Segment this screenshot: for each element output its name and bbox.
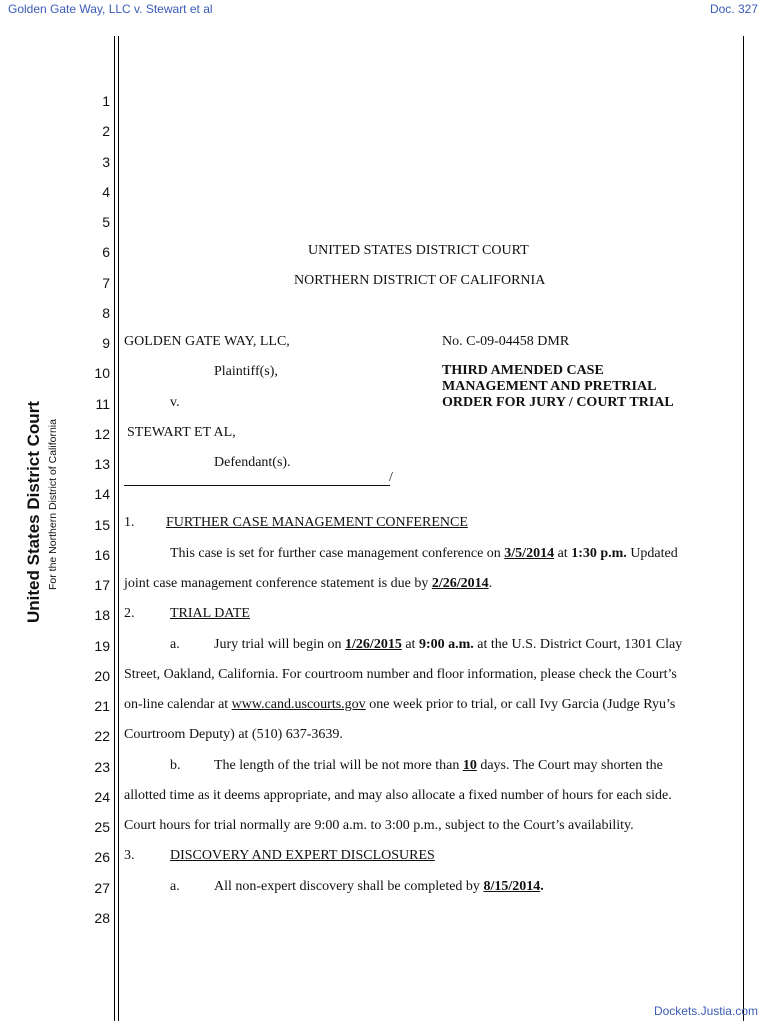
doc-number: Doc. 327 <box>709 2 758 16</box>
document-title <box>442 363 674 411</box>
text: at <box>401 637 419 652</box>
court-sidebar-title: United States District Court <box>24 401 43 623</box>
line-number: 2 <box>102 123 110 140</box>
trial-date: 1/26/2015 <box>345 637 402 652</box>
line-number: 14 <box>94 486 110 503</box>
text: . <box>540 879 544 894</box>
length-line-3: Court hours for trial normally are 9:00 a.m. to 3:00 p.m., subject to the Court’s availability. <box>124 818 634 833</box>
cmc-date: 3/5/2014 <box>504 546 555 561</box>
line-number: 16 <box>94 546 110 563</box>
text: at <box>554 546 572 561</box>
court-sidebar-subtitle: For the Northern District of California <box>47 419 59 590</box>
trial-days: 10 <box>462 758 477 773</box>
line-number: 1 <box>102 93 110 109</box>
line-number: 21 <box>94 698 110 714</box>
left-margin-rule <box>114 36 115 1021</box>
line-number: 17 <box>94 577 110 593</box>
court-district: NORTHERN DISTRICT OF CALIFORNIA <box>294 273 546 288</box>
section-2-heading: TRIAL DATE <box>170 606 250 621</box>
section-2-number: 2. <box>124 606 135 621</box>
item-a-label: a. <box>170 637 180 652</box>
defendant-name: STEWART ET AL, <box>127 425 236 440</box>
line-number: 3 <box>102 153 110 170</box>
line-number: 11 <box>95 395 110 412</box>
title-line-2: MANAGEMENT AND PRETRIAL <box>442 379 657 394</box>
trial-line-3 <box>124 697 675 713</box>
section-3-number: 3. <box>124 848 135 863</box>
length-line-2: allotted time as it deems appropriate, and may also allocate a fixed number of hours for each side. <box>124 788 672 803</box>
line-number: 18 <box>94 607 110 624</box>
text: Updated <box>626 546 678 561</box>
text: days. The Court may shorten the <box>476 758 663 773</box>
line-number: 19 <box>94 637 110 654</box>
text: at the U.S. District Court, 1301 Clay <box>473 637 683 652</box>
line-number: 8 <box>102 304 110 321</box>
court-calendar-link[interactable]: www.cand.uscourts.gov <box>231 697 366 712</box>
trial-line-2: Street, Oakland, California. For courtroom number and floor information, please check the Court’s <box>124 667 677 682</box>
line-number: 25 <box>94 819 110 835</box>
line-number: 10 <box>94 365 110 382</box>
text: . <box>488 576 493 591</box>
text: The length of the trial will be not more than <box>214 758 463 773</box>
line-number: 24 <box>94 788 110 805</box>
plaintiff-name: GOLDEN GATE WAY, LLC, <box>124 334 290 349</box>
title-line-1: THIRD AMENDED CASE <box>442 363 604 378</box>
trial-time: 9:00 a.m. <box>418 637 474 652</box>
section-1-heading: FURTHER CASE MANAGEMENT CONFERENCE <box>166 515 468 530</box>
trial-line-4: Courtroom Deputy) at (510) 637-3639. <box>124 727 343 742</box>
case-number: No. C-09-04458 DMR <box>442 334 570 349</box>
line-number: 23 <box>94 758 110 775</box>
section-1-para-line-2 <box>124 576 492 592</box>
text: This case is set for further case management conference on <box>170 546 505 561</box>
statement-due-date: 2/26/2014 <box>431 576 489 591</box>
item-b-label: b. <box>170 758 181 773</box>
line-number: 28 <box>94 909 110 926</box>
plaintiff-role: Plaintiff(s), <box>214 364 278 379</box>
section-1-para-line-1 <box>170 546 678 562</box>
docket-title: Golden Gate Way, LLC v. Stewart et al <box>8 2 213 16</box>
discovery-line-1 <box>214 879 544 895</box>
text: All non-expert discovery shall be completed by <box>214 879 484 894</box>
line-number: 12 <box>94 425 110 442</box>
cmc-time: 1:30 p.m. <box>571 546 627 561</box>
footer-source-link[interactable]: Dockets.Justia.com <box>653 1004 758 1018</box>
line-number: 5 <box>102 214 110 230</box>
line-number: 6 <box>102 244 110 261</box>
line-number: 22 <box>94 728 110 745</box>
trial-line-1 <box>214 637 682 653</box>
section-1-number: 1. <box>124 515 135 530</box>
defendant-role: Defendant(s). <box>214 455 291 470</box>
discovery-cutoff-date: 8/15/2014 <box>483 879 541 894</box>
text: Jury trial will begin on <box>214 637 346 652</box>
caption-rule-end: / <box>389 470 393 485</box>
line-number: 13 <box>94 456 110 472</box>
versus: v. <box>170 395 180 410</box>
line-number: 20 <box>94 667 110 684</box>
line-number: 7 <box>102 274 110 291</box>
left-margin-rule-inner <box>118 36 119 1021</box>
length-line-1 <box>214 758 663 774</box>
text: one week prior to trial, or call Ivy Garcia (Judge Ryu’s <box>365 697 676 712</box>
text: joint case management conference statement is due by <box>124 576 432 591</box>
line-number: 9 <box>102 335 110 351</box>
line-number: 4 <box>102 183 110 200</box>
text: on-line calendar at <box>124 697 232 712</box>
line-number: 26 <box>94 849 110 866</box>
section-3-heading: DISCOVERY AND EXPERT DISCLOSURES <box>170 848 435 863</box>
right-margin-rule <box>743 36 744 1021</box>
line-number: 15 <box>94 516 110 533</box>
court-name: UNITED STATES DISTRICT COURT <box>308 243 529 258</box>
caption-rule <box>124 484 390 486</box>
line-number: 27 <box>94 879 110 896</box>
discovery-item-label: a. <box>170 879 180 894</box>
title-line-3: ORDER FOR JURY / COURT TRIAL <box>442 395 674 410</box>
